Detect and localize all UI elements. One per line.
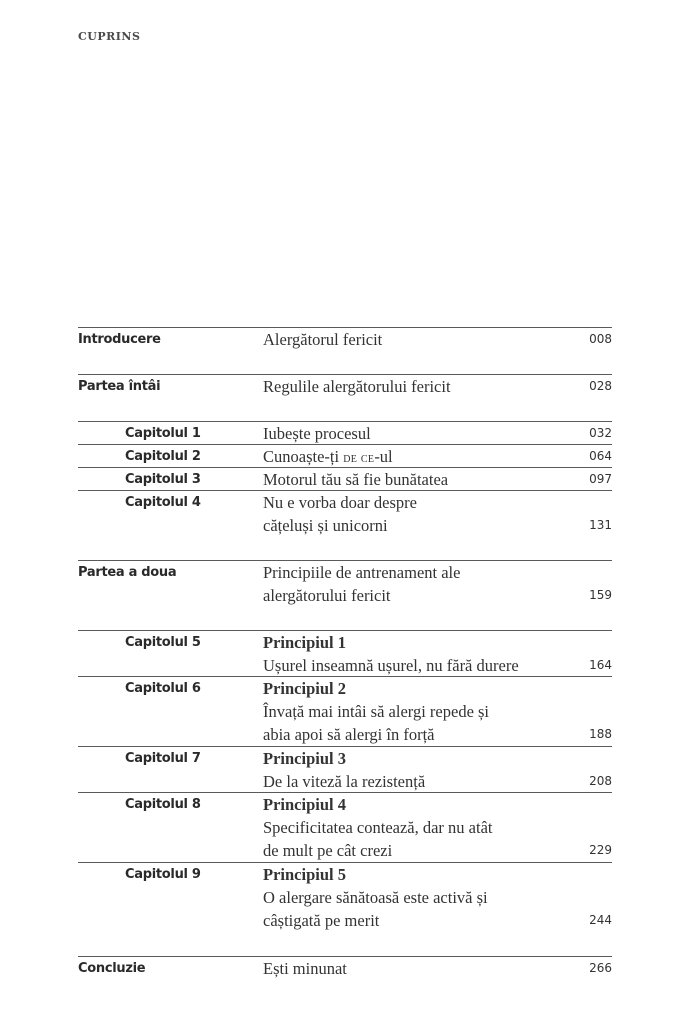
title-line: Alergătorul fericit bbox=[263, 330, 383, 349]
principle-label: Principiul 4 bbox=[263, 795, 346, 814]
toc-entry-capitolul-3[interactable] bbox=[78, 467, 612, 491]
entry-title bbox=[263, 561, 573, 607]
title-line: Motorul tău să fie bunătatea bbox=[263, 470, 449, 489]
entry-label: Capitolul 6 bbox=[125, 681, 201, 696]
toc-entry-capitolul-2[interactable] bbox=[78, 444, 612, 468]
page-number: 159 bbox=[589, 588, 612, 602]
title-text: -ul bbox=[374, 447, 393, 466]
title-small-caps: de ce bbox=[343, 451, 375, 466]
title-line: alergătorului fericit bbox=[263, 586, 391, 605]
page-number: 266 bbox=[589, 961, 612, 975]
page-number: 164 bbox=[589, 658, 612, 672]
entry-title bbox=[263, 677, 573, 746]
entry-title bbox=[263, 468, 573, 491]
toc-entry-partea-intai[interactable] bbox=[78, 374, 612, 398]
page-number: 064 bbox=[589, 449, 612, 463]
toc-entry-capitolul-5[interactable] bbox=[78, 630, 612, 677]
page-number: 008 bbox=[589, 332, 612, 346]
entry-label: Partea a doua bbox=[78, 565, 177, 580]
title-text: Cunoaște-ți bbox=[263, 447, 344, 466]
toc-entry-capitolul-7[interactable] bbox=[78, 746, 612, 793]
entry-title bbox=[263, 747, 573, 793]
principle-label: Principiul 3 bbox=[263, 749, 346, 768]
entry-label: Partea întâi bbox=[78, 379, 161, 394]
title-line: Învață mai intâi să alergi repede și bbox=[263, 702, 490, 721]
entry-label: Introducere bbox=[78, 332, 161, 347]
title-line: cățeluși și unicorni bbox=[263, 516, 388, 535]
title-line: Nu e vorba doar despre bbox=[263, 493, 417, 512]
principle-label: Principiul 5 bbox=[263, 865, 346, 884]
entry-title bbox=[263, 793, 573, 862]
entry-label: Capitolul 1 bbox=[125, 426, 201, 441]
toc-entry-concluzie[interactable] bbox=[78, 956, 612, 980]
entry-label: Capitolul 4 bbox=[125, 495, 201, 510]
entry-title bbox=[263, 328, 573, 351]
toc-entry-capitolul-9[interactable] bbox=[78, 862, 612, 932]
entry-label: Capitolul 8 bbox=[125, 797, 201, 812]
title-line: câștigată pe merit bbox=[263, 911, 380, 930]
page-number: 244 bbox=[589, 913, 612, 927]
page-number: 032 bbox=[589, 426, 612, 440]
entry-title bbox=[263, 491, 573, 537]
title-line: Regulile alergătorului fericit bbox=[263, 377, 451, 396]
entry-label: Capitolul 2 bbox=[125, 449, 201, 464]
entry-title bbox=[263, 957, 573, 980]
entry-title bbox=[263, 422, 573, 445]
page-number: 229 bbox=[589, 843, 612, 857]
entry-label: Concluzie bbox=[78, 961, 146, 976]
toc-entry-capitolul-1[interactable] bbox=[78, 421, 612, 445]
page-number: 208 bbox=[589, 774, 612, 788]
toc-entry-capitolul-6[interactable] bbox=[78, 676, 612, 746]
entry-title bbox=[263, 863, 573, 932]
entry-label: Capitolul 7 bbox=[125, 751, 201, 766]
running-head: CUPRINS bbox=[78, 30, 141, 43]
title-line: Iubește procesul bbox=[263, 424, 371, 443]
entry-title bbox=[263, 631, 573, 677]
title-line: Ești minunat bbox=[263, 959, 347, 978]
title-line: abia apoi să alergi în forță bbox=[263, 725, 435, 744]
title-line: Specificitatea contează, dar nu atât bbox=[263, 818, 493, 837]
page-number: 188 bbox=[589, 727, 612, 741]
toc-entry-introducere[interactable] bbox=[78, 327, 612, 351]
entry-label: Capitolul 9 bbox=[125, 867, 201, 882]
title-line: De la viteză la rezistență bbox=[263, 772, 426, 791]
title-line: O alergare sănătoasă este activă și bbox=[263, 888, 488, 907]
entry-title bbox=[263, 375, 573, 398]
page-number: 097 bbox=[589, 472, 612, 486]
entry-label: Capitolul 3 bbox=[125, 472, 201, 487]
page-number: 028 bbox=[589, 379, 612, 393]
title-line: de mult pe cât crezi bbox=[263, 841, 393, 860]
title-line: Principiile de antrenament ale bbox=[263, 563, 461, 582]
principle-label: Principiul 1 bbox=[263, 633, 346, 652]
toc-entry-capitolul-8[interactable] bbox=[78, 792, 612, 862]
toc-entry-capitolul-4[interactable] bbox=[78, 490, 612, 537]
toc-entry-partea-a-doua[interactable] bbox=[78, 560, 612, 607]
entry-label: Capitolul 5 bbox=[125, 635, 201, 650]
title-line: Ușurel inseamnă ușurel, nu fără durere bbox=[263, 656, 519, 675]
page-number: 131 bbox=[589, 518, 612, 532]
principle-label: Principiul 2 bbox=[263, 679, 346, 698]
